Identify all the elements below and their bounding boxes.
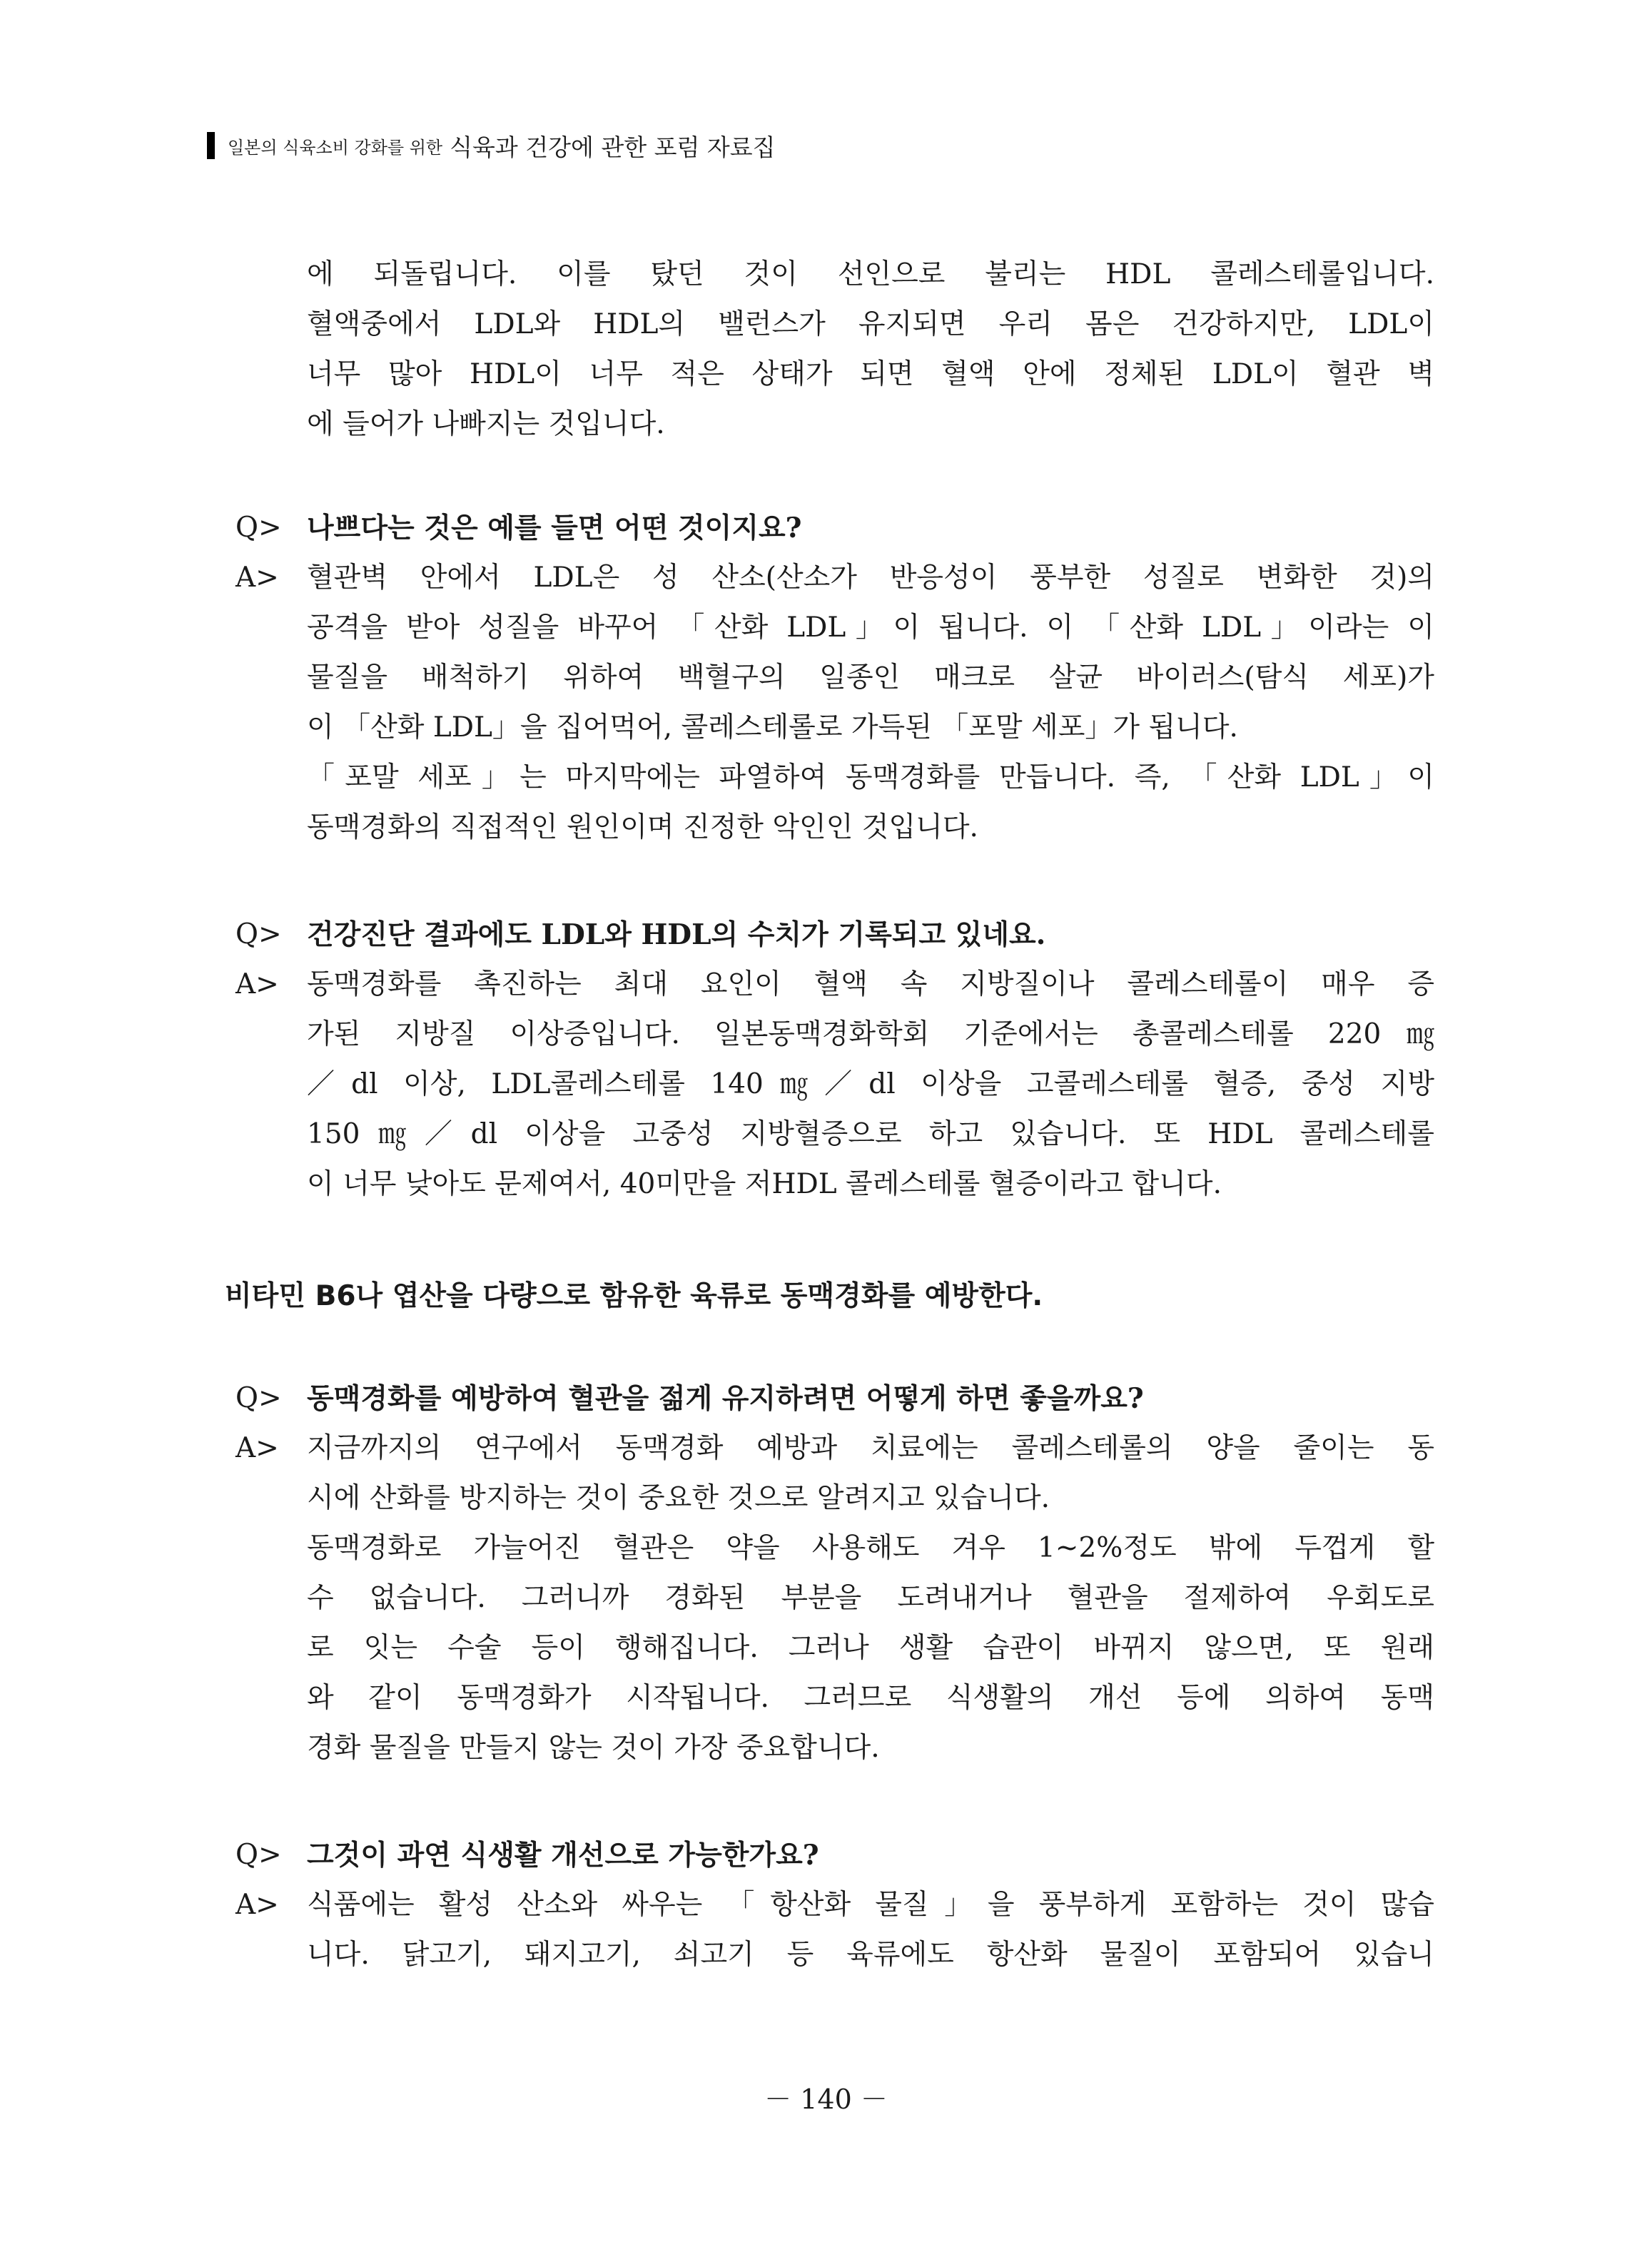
paragraph-line: 너무 많아 HDL이 너무 적은 상태가 되면 혈액 안에 정체된 LDL이 혈관 벽 [307, 358, 1434, 390]
answer-line: 동맥경화를 촉진하는 최대 요인이 혈액 속 지방질이나 콜레스테롤이 매우 증 [307, 968, 1434, 1000]
answer-line: ／dl 이상, LDL콜레스테롤 140㎎／dl 이상을 고콜레스테롤 혈증, 중성 지방 [307, 1068, 1434, 1100]
answer-3 [235, 1424, 1434, 1473]
answer-line: 로 잇는 수술 등이 행해집니다. 그러나 생활 습관이 바뀌지 않으면, 또 원래 [307, 1632, 1434, 1664]
question-marker: Q> [235, 1382, 282, 1414]
answer-line: 동맥경화로 가늘어진 혈관은 약을 사용해도 겨우 1~2%정도 밖에 두껍게 할 [307, 1532, 1434, 1564]
question-4 [235, 1830, 1434, 1880]
answer-line: 「포말 세포」는 마지막에는 파열하여 동맥경화를 만듭니다. 즉, 「산화 LDL」이 [307, 761, 1434, 793]
question-marker: Q> [235, 918, 282, 950]
header-subtitle: 일본의 식육소비 강화를 위한 [228, 137, 443, 158]
answer-marker: A> [235, 1889, 279, 1921]
header-bar [207, 132, 215, 159]
answer-4 [235, 1880, 1434, 1930]
answer-1 [235, 553, 1434, 603]
answer-line: 이 너무 낮아도 문제여서, 40미만을 저HDL 콜레스테롤 혈증이라고 합니다. [307, 1168, 1222, 1200]
answer-marker: A> [235, 1432, 279, 1464]
answer-line: 이 「산화 LDL」을 집어먹어, 콜레스테롤로 가득된 「포말 세포」가 됩니다. [307, 711, 1238, 744]
answer-line: 가된 지방질 이상증입니다. 일본동맥경화학회 기준에서는 총콜레스테롤 220㎎ [307, 1018, 1434, 1050]
answer-line: 와 같이 동맥경화가 시작됩니다. 그러므로 식생활의 개선 등에 의하여 동맥 [307, 1682, 1434, 1714]
answer-2 [235, 960, 1434, 1010]
answer-line: 니다. 닭고기, 돼지고기, 쇠고기 등 육류에도 항산화 물질이 포함되어 있습니 [307, 1939, 1434, 1971]
paragraph-line: 혈액중에서 LDL와 HDL의 밸런스가 유지되면 우리 몸은 건강하지만, LDL이 [307, 308, 1434, 340]
question-1 [235, 503, 1434, 553]
answer-marker: A> [235, 968, 279, 1000]
paragraph-line: 에 들어가 나빠지는 것입니다. [307, 408, 665, 440]
answer-line: 시에 산화를 방지하는 것이 중요한 것으로 알려지고 있습니다. [307, 1482, 1050, 1514]
answer-line: 물질을 배척하기 위하여 백혈구의 일종인 매크로 살균 바이러스(탐식 세포)가 [307, 661, 1434, 694]
page-number: － 140 － [764, 2084, 888, 2115]
answer-marker: A> [235, 562, 279, 594]
question-text: 건강진단 결과에도 LDL와 HDL의 수치가 기록되고 있네요. [307, 918, 1046, 951]
header-title: 식육과 건강에 관한 포럼 자료집 [450, 133, 776, 161]
answer-line: 혈관벽 안에서 LDL은 성 산소(산소가 반응성이 풍부한 성질로 변화한 것)의 [307, 562, 1434, 594]
answer-line: 식품에는 활성 산소와 싸우는 「항산화 물질」을 풍부하게 포함하는 것이 많습 [307, 1889, 1434, 1921]
running-header [207, 130, 775, 161]
question-text: 동맥경화를 예방하여 혈관을 젊게 유지하려면 어떻게 하면 좋을까요? [307, 1382, 1144, 1415]
question-marker: Q> [235, 512, 282, 544]
paragraph-line: 에 되돌립니다. 이를 탔던 것이 선인으로 불리는 HDL 콜레스테롤입니다. [307, 258, 1434, 290]
question-2 [235, 910, 1434, 960]
answer-line: 동맥경화의 직접적인 원인이며 진정한 악인인 것입니다. [307, 811, 978, 843]
answer-line: 150㎎／dl 이상을 고중성 지방혈증으로 하고 있습니다. 또 HDL 콜레스테롤 [307, 1118, 1434, 1150]
question-text: 나쁘다는 것은 예를 들면 어떤 것이지요? [307, 512, 802, 544]
answer-line: 수 없습니다. 그러니까 경화된 부분을 도려내거나 혈관을 절제하여 우회도로 [307, 1582, 1434, 1614]
answer-line: 지금까지의 연구에서 동맥경화 예방과 치료에는 콜레스테롤의 양을 줄이는 동 [307, 1432, 1434, 1464]
question-3 [235, 1374, 1434, 1424]
question-marker: Q> [235, 1839, 282, 1871]
section-heading: 비타민 B6나 엽산을 다량으로 함유한 육류로 동맥경화를 예방한다. [225, 1280, 1043, 1312]
question-text: 그것이 과연 식생활 개선으로 가능한가요? [307, 1839, 819, 1872]
answer-line: 경화 물질을 만들지 않는 것이 가장 중요합니다. [307, 1732, 880, 1764]
answer-line: 공격을 받아 성질을 바꾸어 「산화 LDL」이 됩니다. 이 「산화 LDL」이라는 이 [307, 612, 1434, 644]
